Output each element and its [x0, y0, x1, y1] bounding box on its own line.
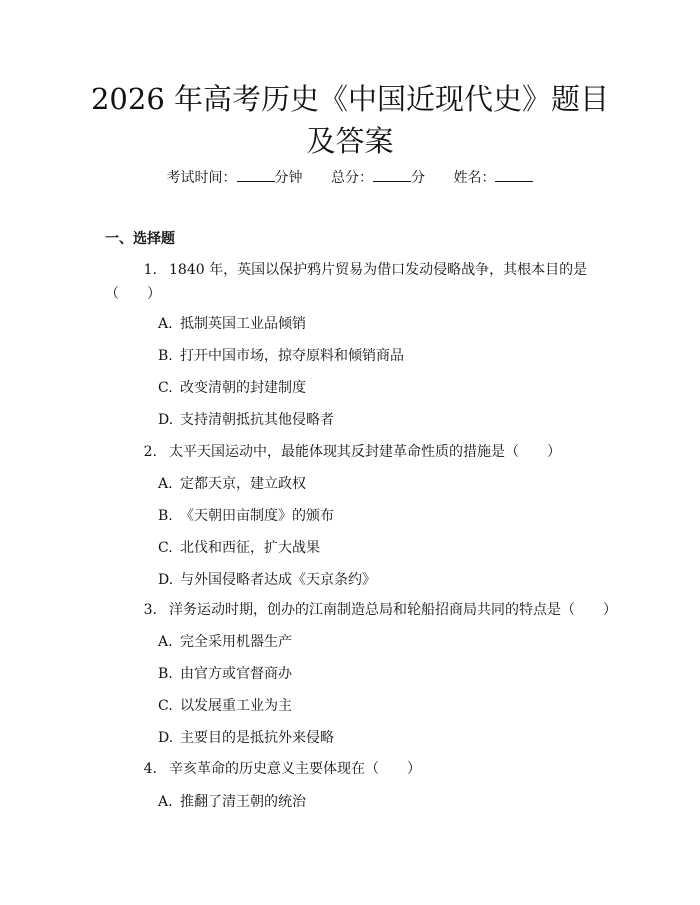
option-text: 与外国侵略者达成《天京条约》 [180, 572, 376, 588]
exam-meta [0, 168, 700, 188]
name-field [453, 170, 533, 186]
option-letter: A. [158, 634, 173, 650]
option-text: 完全采用机器生产 [180, 634, 292, 650]
question-number: 2. [143, 444, 157, 460]
score-blank [373, 169, 411, 182]
question-2-option-b [158, 506, 334, 526]
question-1 [105, 258, 605, 306]
question-text: 洋务运动时期，创办的江南制造总局和轮船招商局共同的特点是（ ） [169, 602, 617, 618]
question-3-option-c [158, 696, 292, 716]
page-title: 2026 年高考历史《中国近现代史》题目及答案 [90, 82, 610, 158]
question-1-option-c [158, 378, 306, 398]
question-2-option-a [158, 474, 306, 494]
option-text: 定都天京，建立政权 [180, 476, 306, 492]
option-letter: B. [158, 508, 173, 524]
section-heading: 一、选择题 [105, 231, 175, 247]
question-number: 3. [143, 602, 157, 618]
question-number: 1. [143, 262, 157, 278]
option-letter: B. [158, 666, 173, 682]
name-label: 姓名： [453, 170, 496, 186]
option-text: 北伐和西征，扩大战果 [180, 540, 320, 556]
option-letter: C. [158, 540, 173, 556]
option-letter: D. [158, 730, 174, 746]
option-letter: C. [158, 380, 173, 396]
question-4 [105, 757, 605, 781]
option-text: 以发展重工业为主 [180, 698, 292, 714]
option-text: 支持清朝抵抗其他侵略者 [180, 412, 334, 428]
time-label: 考试时间： [166, 170, 237, 186]
option-letter: B. [158, 348, 173, 364]
score-unit: 分 [411, 170, 425, 186]
option-text: 推翻了清王朝的统治 [180, 794, 306, 810]
question-3-option-b [158, 664, 292, 684]
option-letter: A. [158, 794, 173, 810]
question-text: 辛亥革命的历史意义主要体现在（ ） [169, 761, 421, 777]
time-unit: 分钟 [274, 170, 303, 186]
question-2 [105, 440, 605, 464]
score-label: 总分： [331, 170, 373, 186]
time-blank [237, 169, 275, 182]
option-text: 改变清朝的封建制度 [180, 380, 306, 396]
option-text: 《天朝田亩制度》的颁布 [180, 508, 334, 524]
option-text: 主要目的是抵抗外来侵略 [180, 730, 334, 746]
option-text: 抵制英国工业品倾销 [180, 316, 306, 332]
question-1-option-b [158, 346, 404, 366]
option-letter: A. [158, 316, 173, 332]
question-text: 1840 年，英国以保护鸦片贸易为借口发动侵略战争，其根本目的是（ ） [105, 262, 588, 302]
name-blank [495, 169, 533, 182]
option-text: 由官方或官督商办 [180, 666, 292, 682]
option-letter: D. [158, 572, 174, 588]
question-4-option-a [158, 792, 306, 812]
question-2-option-d [158, 570, 376, 590]
question-number: 4. [143, 761, 157, 777]
option-letter: C. [158, 698, 173, 714]
option-letter: A. [158, 476, 173, 492]
question-3-option-d [158, 728, 334, 748]
total-score-field [331, 170, 425, 186]
question-1-option-a [158, 314, 306, 334]
option-text: 打开中国市场，掠夺原料和倾销商品 [180, 348, 404, 364]
question-3 [105, 598, 645, 622]
option-letter: D. [158, 412, 174, 428]
question-1-option-d [158, 410, 334, 430]
question-2-option-c [158, 538, 320, 558]
question-text: 太平天国运动中，最能体现其反封建革命性质的措施是（ ） [169, 444, 561, 460]
exam-time-field [167, 170, 303, 186]
question-3-option-a [158, 632, 292, 652]
